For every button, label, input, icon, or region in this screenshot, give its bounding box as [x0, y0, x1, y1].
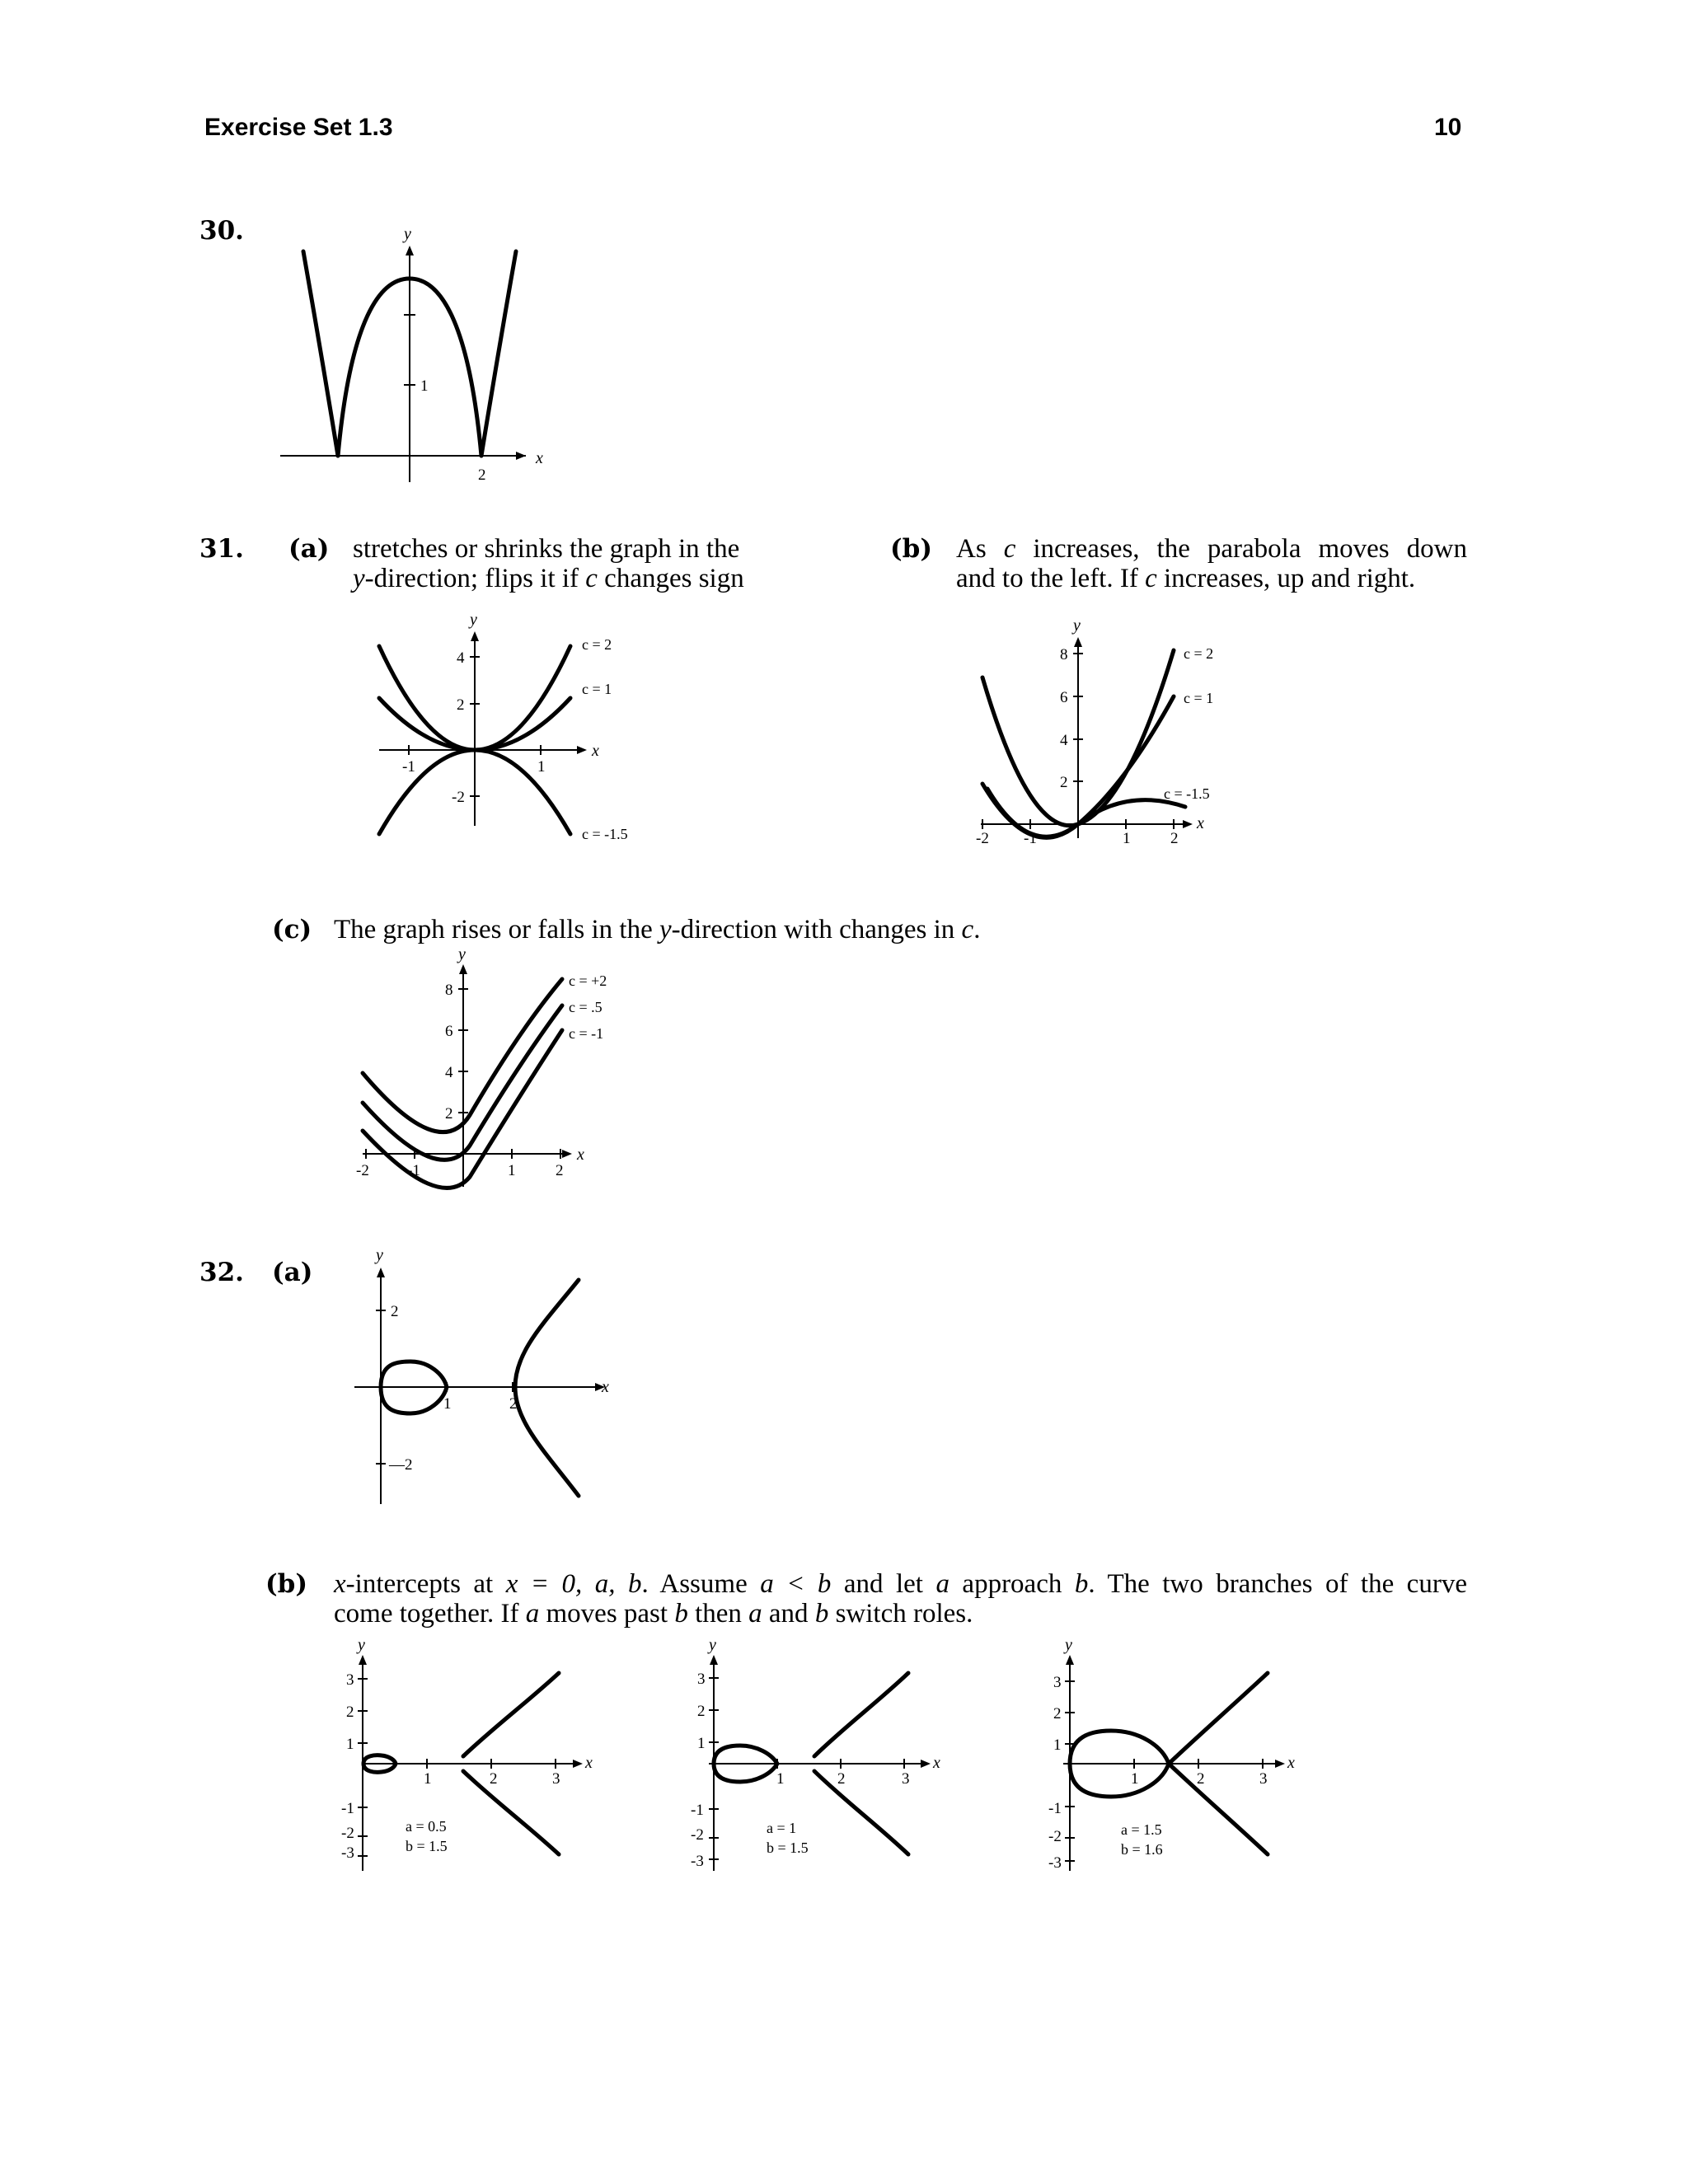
- lower-branch-curve: [1169, 1764, 1268, 1854]
- x-tick-label: 1: [424, 1770, 432, 1788]
- x-tick-label: 3: [1259, 1770, 1268, 1788]
- y-tick-label: —2: [389, 1456, 413, 1474]
- part-31c-text: The graph rises or falls in the y-direction with changes in c.: [334, 915, 981, 944]
- x-axis-arrow: [1275, 1760, 1285, 1768]
- x-axis-arrow: [562, 1150, 572, 1158]
- graph-31b: [973, 614, 1269, 861]
- x-axis-label: x: [577, 1146, 584, 1164]
- x-axis-label: x: [585, 1754, 593, 1772]
- y-tick-label: 2: [346, 1704, 354, 1721]
- y-axis-label: y: [358, 1636, 365, 1654]
- part-32b-label: (b): [265, 1569, 308, 1599]
- y-tick-label: 2: [1053, 1705, 1062, 1722]
- part-31c-label: (c): [272, 915, 312, 944]
- text-line: x-intercepts at x = 0, a, b. Assume a < b and let a approach b. The two branches of the curve: [334, 1569, 1467, 1599]
- x-axis-arrow: [577, 746, 587, 754]
- y-tick-label: -1: [691, 1802, 704, 1819]
- y-tick-label: 4: [457, 649, 465, 667]
- param-a-label: a = 1.5: [1121, 1821, 1162, 1838]
- x-tick-label: 1: [537, 758, 546, 776]
- problem-30-number: 30.: [199, 216, 244, 246]
- y-tick-label: 3: [346, 1671, 354, 1689]
- x-tick-label: 2: [1170, 830, 1179, 847]
- y-tick-label: 3: [697, 1671, 706, 1688]
- x-axis-arrow: [921, 1760, 931, 1768]
- y-tick-label: -1: [341, 1800, 354, 1817]
- y-axis-label: y: [1065, 1636, 1072, 1654]
- y-axis-label: y: [376, 1246, 383, 1264]
- y-axis-arrow: [406, 246, 414, 255]
- x-axis-label: x: [933, 1754, 940, 1772]
- lower-branch-curve: [814, 1771, 908, 1854]
- problem-31-number: 31.: [199, 534, 244, 564]
- x-tick-label: 2: [556, 1162, 564, 1179]
- curve-label: c = +2: [569, 972, 607, 989]
- x-tick-label: 2: [837, 1770, 846, 1788]
- curve-label: c = -1: [569, 1025, 604, 1042]
- text-line: and to the left. If c increases, up and right.: [956, 564, 1416, 593]
- upper-branch-curve: [463, 1673, 559, 1756]
- section-title: Exercise Set 1.3: [204, 114, 393, 141]
- graph-32b-3: [1039, 1636, 1319, 1887]
- problem-32-number: 32.: [199, 1258, 244, 1287]
- x-tick-label: 2: [509, 1395, 518, 1413]
- upper-branch-curve: [1169, 1673, 1268, 1764]
- param-a-label: a = 0.5: [406, 1818, 447, 1835]
- x-tick-label: 1: [1131, 1770, 1139, 1788]
- left-outer-curve: [303, 251, 338, 456]
- x-tick-label: 2: [478, 466, 486, 484]
- x-axis-label: x: [602, 1378, 609, 1396]
- graph-31a: [371, 610, 668, 857]
- right-outer-curve: [481, 251, 516, 456]
- part-32a-label: (a): [272, 1258, 313, 1287]
- y-axis-arrow: [710, 1655, 718, 1665]
- part-32b-text: [334, 1569, 1467, 1629]
- curve-label: c = 1: [582, 681, 612, 697]
- curve-label: c = -1.5: [1164, 785, 1210, 802]
- param-a-label: a = 1: [767, 1820, 797, 1836]
- x-axis-label: x: [536, 449, 543, 467]
- y-axis-arrow: [1074, 637, 1082, 647]
- part-31a-label: (a): [288, 534, 330, 564]
- x-axis-arrow: [516, 452, 526, 460]
- y-tick-label: -3: [691, 1853, 704, 1870]
- y-axis-label: y: [458, 945, 466, 963]
- curve-label: c = 2: [582, 636, 612, 653]
- x-tick-label: 1: [508, 1162, 516, 1179]
- x-axis-label: x: [1197, 814, 1204, 832]
- param-b-label: b = 1.5: [406, 1838, 448, 1854]
- graph-30: [272, 223, 552, 486]
- x-tick-label: -2: [356, 1162, 369, 1179]
- x-tick-label: 1: [1123, 830, 1131, 847]
- y-tick-label: 8: [1060, 646, 1068, 663]
- y-axis-label: y: [404, 225, 411, 243]
- text-line: come together. If a moves past b then a and b switch roles.: [334, 1599, 973, 1629]
- y-tick-label: -2: [452, 789, 465, 806]
- y-axis-arrow: [1066, 1655, 1074, 1665]
- y-axis-arrow: [459, 964, 467, 974]
- y-tick-label: 2: [1060, 774, 1068, 791]
- y-tick-label: -3: [341, 1844, 354, 1862]
- y-axis-label: y: [470, 611, 477, 629]
- x-tick-label: 2: [490, 1770, 498, 1788]
- part-31b-label: (b): [890, 534, 933, 564]
- y-tick-label: 2: [697, 1703, 706, 1720]
- y-tick-label: -3: [1048, 1854, 1062, 1872]
- y-tick-label: 6: [445, 1023, 453, 1040]
- y-tick-label: 4: [445, 1064, 453, 1081]
- y-axis-label: y: [1073, 616, 1081, 635]
- y-tick-label: 1: [420, 377, 429, 395]
- x-axis-label: x: [1287, 1754, 1295, 1772]
- graph-32a: [346, 1246, 643, 1512]
- text-line: As c increases, the parabola moves down: [956, 534, 1467, 564]
- x-tick-label: 3: [902, 1770, 910, 1788]
- lower-branch-curve: [463, 1771, 559, 1854]
- y-tick-label: 6: [1060, 689, 1068, 706]
- y-tick-label: 1: [346, 1736, 354, 1753]
- text-line: stretches or shrinks the graph in the: [353, 534, 740, 564]
- part-31b-text: [956, 534, 1467, 593]
- x-axis-label: x: [592, 742, 599, 760]
- x-tick-label: 1: [776, 1770, 785, 1788]
- y-tick-label: 1: [1053, 1736, 1062, 1754]
- x-tick-label: 1: [443, 1395, 452, 1413]
- x-axis-arrow: [1183, 820, 1193, 828]
- graph-31c: [346, 945, 643, 1195]
- y-tick-label: 2: [457, 696, 465, 714]
- curve-c-neg-1-5: [987, 789, 1185, 837]
- y-tick-label: -1: [1048, 1800, 1062, 1817]
- upper-branch-curve: [814, 1673, 908, 1756]
- y-tick-label: -2: [1048, 1828, 1062, 1845]
- y-axis-arrow: [471, 631, 479, 641]
- x-tick-label: 2: [1197, 1770, 1205, 1788]
- part-31a-text: [353, 534, 798, 593]
- text-line: y-direction; flips it if c changes sign: [353, 564, 744, 593]
- y-tick-label: -2: [691, 1826, 704, 1844]
- page-number: 10: [1434, 114, 1462, 141]
- x-tick-label: -1: [402, 758, 415, 776]
- x-tick-label: -1: [1024, 830, 1037, 847]
- curve-label: c = .5: [569, 999, 603, 1015]
- y-tick-label: 2: [391, 1303, 399, 1320]
- curve-label: c = 1: [1184, 690, 1214, 706]
- y-tick-label: 2: [445, 1105, 453, 1122]
- y-axis-arrow: [359, 1655, 367, 1665]
- graph-32b-1: [330, 1636, 610, 1887]
- x-tick-label: -1: [407, 1162, 420, 1179]
- y-axis-arrow: [377, 1268, 385, 1277]
- y-tick-label: 1: [697, 1735, 706, 1752]
- param-b-label: b = 1.6: [1121, 1841, 1163, 1858]
- graph-32b-2: [684, 1636, 964, 1887]
- curve-label: c = 2: [1184, 645, 1214, 662]
- x-axis-arrow: [573, 1760, 583, 1768]
- curve-label: c = -1.5: [582, 826, 628, 842]
- y-tick-label: 4: [1060, 732, 1068, 749]
- x-tick-label: -2: [976, 830, 989, 847]
- x-tick-label: 3: [552, 1770, 560, 1788]
- y-tick-label: 8: [445, 982, 453, 999]
- y-tick-label: -2: [341, 1825, 354, 1842]
- param-b-label: b = 1.5: [767, 1840, 809, 1856]
- y-axis-label: y: [709, 1636, 716, 1654]
- y-tick-label: 3: [1053, 1674, 1062, 1691]
